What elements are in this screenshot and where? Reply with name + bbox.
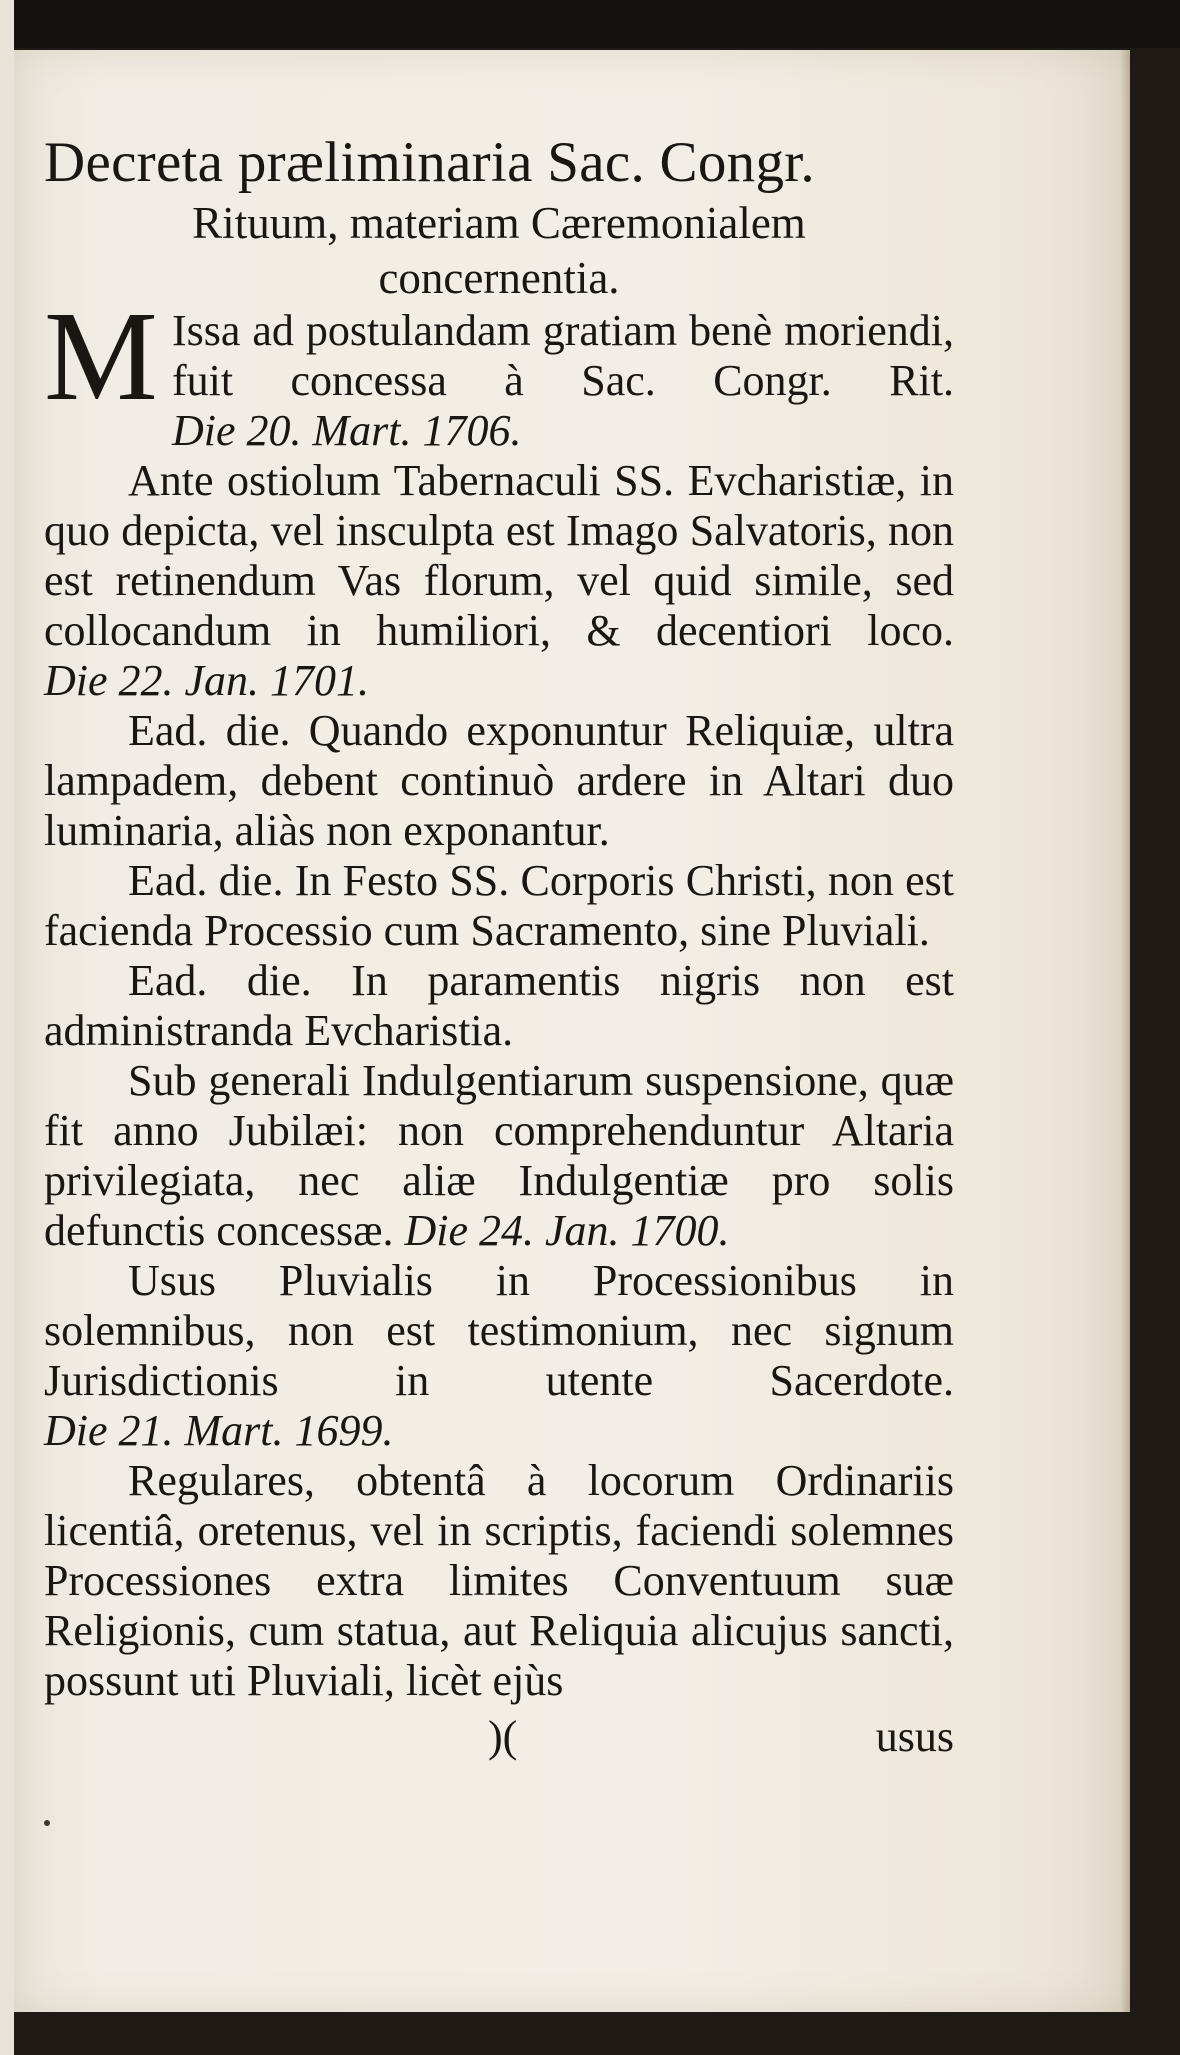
decree-paragraph-4 bbox=[44, 856, 954, 956]
decree-body: Ante ostiolum Tabernaculi SS. Evcharistiæ, in quo depicta, vel insculpta est Imago Salvatoris, non est retinendum Vas florum, vel quid simile, sed collocandum in humiliori, & decentiori loco. bbox=[44, 456, 954, 655]
decree-date: Die 24. Jan. 1700. bbox=[404, 1206, 730, 1255]
decree-body: Regulares, obtentâ à locorum Ordinariis licentiâ, oretenus, vel in scriptis, faciendi solemnes Processiones extra limites Conventuum suæ Religionis, cum statua, aut Reliquia alicujus sancti, possunt uti Pluviali, licèt ejùs bbox=[44, 1456, 954, 1705]
decree-date: Die 21. Mart. 1699. bbox=[44, 1406, 394, 1455]
page-text bbox=[44, 130, 954, 1766]
decree-paragraph-2 bbox=[44, 456, 954, 706]
book-page bbox=[14, 50, 1130, 2012]
decree-body: Ead. die. In paramentis nigris non est administranda Evcharistia. bbox=[44, 956, 954, 1055]
decree-body: Sub generali Indulgentiarum suspensione, quæ fit anno Jubilæi: non comprehenduntur Altaria privilegiata, nec aliæ Indulgentiæ pro solis defunctis concessæ. bbox=[44, 1056, 954, 1255]
adjacent-page-strip bbox=[0, 0, 14, 2055]
page-footer bbox=[44, 1712, 954, 1766]
signature-mark: )( bbox=[488, 1712, 518, 1761]
decree-paragraph-3 bbox=[44, 706, 954, 856]
decree-date: Die 22. Jan. 1701. bbox=[44, 656, 370, 705]
decree-paragraph-8 bbox=[44, 1456, 954, 1706]
decree-body: Ead. die. Quando exponuntur Reliquiæ, ultra lampadem, debent continuò ardere in Altari duo luminaria, aliàs non exponantur. bbox=[44, 706, 954, 855]
page-edge-shadow bbox=[1120, 50, 1130, 2012]
decree-paragraph-1 bbox=[44, 285, 954, 456]
subtitle-line-1: Rituum, materiam Cæremonialem bbox=[192, 198, 806, 248]
subtitle-line-2: concernentia. bbox=[378, 253, 620, 303]
page-title: Decreta præliminaria Sac. Congr. bbox=[44, 131, 815, 194]
background-top-band bbox=[0, 0, 1180, 48]
catchword: usus bbox=[875, 1712, 954, 1761]
decree-paragraph-7 bbox=[44, 1256, 954, 1456]
decree-text bbox=[172, 306, 954, 456]
ink-speck bbox=[44, 1820, 50, 1826]
decree-body: Ead. die. In Festo SS. Corporis Christi, non est facienda Processio cum Sacramento, sine Pluviali. bbox=[44, 856, 954, 955]
decree-paragraph-5 bbox=[44, 956, 954, 1056]
decree-date: Die 20. Mart. 1706. bbox=[172, 406, 522, 455]
drop-capital: M bbox=[44, 285, 158, 427]
decree-paragraph-6 bbox=[44, 1056, 954, 1256]
decree-body: Issa ad postulandam gratiam benè moriendi, fuit concessa à Sac. Congr. Rit. bbox=[172, 306, 954, 405]
decree-body: Usus Pluvialis in Processionibus in solemnibus, non est testimonium, nec signum Jurisdictionis in utente Sacerdote. bbox=[44, 1256, 954, 1405]
